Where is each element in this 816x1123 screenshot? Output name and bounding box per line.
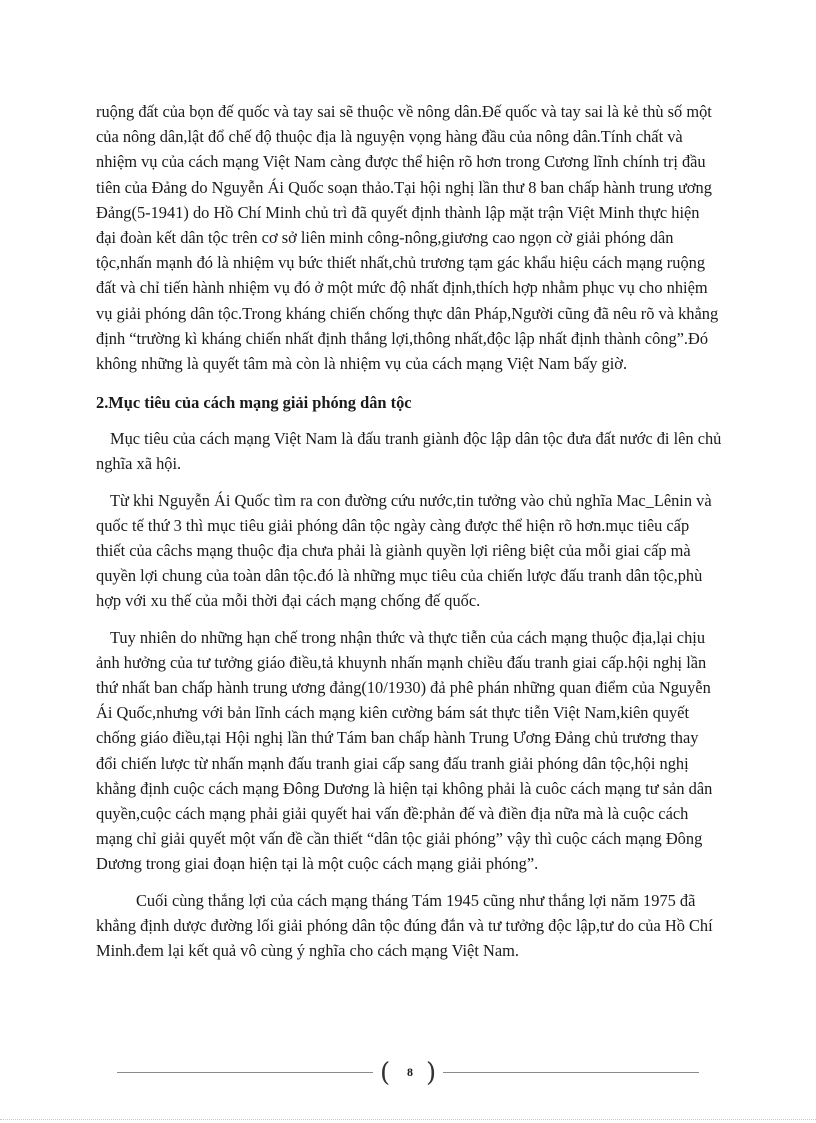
section-heading: 2.Mục tiêu của cách mạng giải phóng dân tộc bbox=[96, 393, 412, 413]
paragraph-3: Từ khi Nguyễn Ái Quốc tìm ra con đường cứu nước,tin tưởng vào chủ nghĩa Mac_Lênin và quốc tế thứ 3 thì mục tiêu giải phóng dân tộc ngày càng được thể hiện rõ hơn.mục tiêu cấp thiết của câchs mạng thuộc địa chưa phải là giành quyền lợi riêng biệt của mỗi giai cấp mà quyền lợi chung của toàn dân tộc.đó là những mục tiêu của chiến lược đấu tranh dân tộc,phù hợp với xu thế của mỗi thời đại cách mạng chống đế quốc. bbox=[96, 490, 712, 611]
page-footer bbox=[117, 1058, 699, 1090]
page-bottom-divider bbox=[0, 1119, 816, 1120]
paragraph-1: ruộng đất của bọn đế quốc và tay sai sẽ thuộc về nông dân.Đế quốc và tay sai là kẻ thù số một của nông dân,lật đổ chế độ thuộc địa là nguyện vọng hàng đầu của nông dân.Tính chất và nhiệm vụ của cách mạng Việt Nam càng được thể hiện rõ hơn trong Cương lĩnh chính trị đầu tiên của Đảng do Nguyễn Ái Quốc soạn thảo.Tại hội nghị lần thư 8 ban chấp hành trung ương Đảng(5-1941) do Hồ Chí Minh chủ trì đã quyết định thành lập mặt trận Việt Minh thực hiện đại đoàn kết dân tộc trên cơ sở liên minh công-nông,giương cao ngọn cờ giải phóng dân tộc,nhấn mạnh đó là nhiệm vụ bức thiết nhất,chủ trương tạm gác khẩu hiệu cách mạng ruộng đất và chỉ tiến hành nhiệm vụ đó ở một mức độ nhất định,thích hợp nhằm phục vụ cho nhiệm vụ giải phóng dân tộc.Trong kháng chiến chống thực dân Pháp,Người cũng đã nêu rõ và khẳng định “trường kì kháng chiến nhất định thắng lợi,thông nhất,độc lập nhất định thành công”.Đó không những là quyết tâm mà còn là nhiệm vụ của cách mạng Việt Nam bấy giờ. bbox=[96, 102, 719, 374]
footer-bracket-left: ( bbox=[380, 1058, 391, 1088]
page-body bbox=[96, 99, 722, 963]
footer-bracket-right: ) bbox=[426, 1058, 437, 1088]
footer-rule-left bbox=[117, 1072, 373, 1073]
paragraph-5: Cuối cùng thắng lợi của cách mạng tháng Tám 1945 cũng như thắng lợi năm 1975 đã khẳng định dược đường lối giải phóng dân tộc đúng đắn và tư tưởng độc lập,tư do của Hồ Chí Minh.đem lại kết quả vô cùng ý nghĩa cho cách mạng Việt Nam. bbox=[96, 890, 713, 961]
paragraph-2: Mục tiêu của cách mạng Việt Nam là đấu tranh giành độc lập dân tộc đưa đất nước đi lên chủ nghĩa xã hội. bbox=[96, 429, 722, 474]
page-number: 8 bbox=[407, 1065, 413, 1079]
footer-rule-right bbox=[443, 1072, 699, 1073]
paragraph-4: Tuy nhiên do những hạn chế trong nhận thức và thực tiễn của cách mạng thuộc địa,lại chịu ảnh hưởng của tư tưởng giáo điều,tả khuynh nhấn mạnh chiều đấu tranh giai cấp.hội nghị lần thứ nhất ban chấp hành trung ương đảng(10/1930) đả phê phán những quan điểm của Nguyễn Ái Quốc,nhưng với bản lĩnh cách mạng kiên cường bám sát thực tiễn Việt Nam,kiên quyết chống giáo điều,tại Hội nghị lần thứ Tám ban chấp hành Trung Ương Đảng chủ trương thay đổi chiến lược từ nhấn mạnh đấu tranh giai cấp sang đấu tranh giải phóng dân tộc,hội nghị khẳng định cuộc cách mạng Đông Dương là hiện tại không phải là cuôc cách mạng tư sản dân quyền,cuộc cách mạng phải giải quyết hai vấn đề:phản đế và điền địa nữa mà là cuộc cách mạng chỉ giải quyết một vấn đề cần thiết “dân tộc giải phóng” vậy thì cuộc cách mạng Đông Dương trong giai đoạn hiện tại là một cuộc cách mạng giải phóng”. bbox=[96, 627, 713, 874]
